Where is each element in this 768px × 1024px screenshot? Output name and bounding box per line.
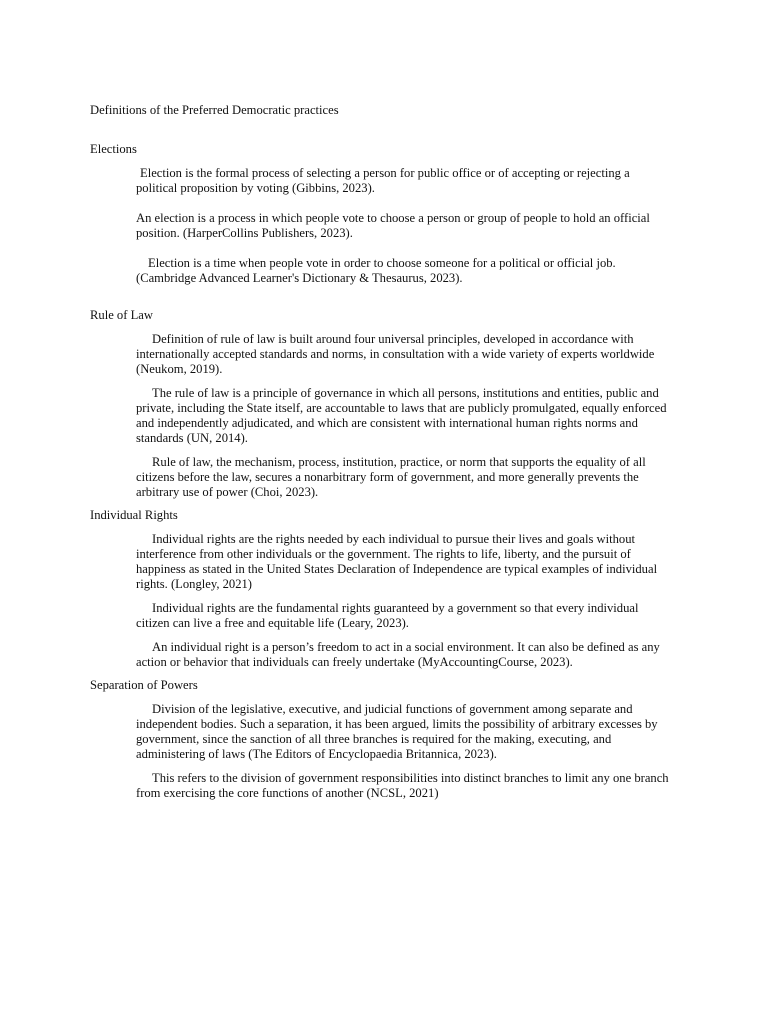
paragraph: The rule of law is a principle of governance in which all persons, institutions and entities, public and private, including the State itself, are accountable to laws that are publicly promulgated, equally enforced and independently adjudicated, and which are consistent with international human rights norms and standards (UN, 2014). (136, 386, 667, 445)
paragraph: This refers to the division of government responsibilities into distinct branches to limit any one branch from exercising the core functions of another (NCSL, 2021) (136, 771, 669, 800)
paragraph: Individual rights are the fundamental rights guaranteed by a government so that every individual citizen can live a free and equitable life (Leary, 2023). (136, 601, 639, 630)
section-heading-separation-of-powers: Separation of Powers (90, 678, 198, 692)
section-individual-rights (90, 508, 680, 670)
paragraph: Election is a time when people vote in order to choose someone for a political or official job. (Cambridge Advanced Learner's Dictionary & Thesaurus, 2023). (136, 256, 616, 285)
section-separation-of-powers (90, 678, 680, 801)
paragraph: An individual right is a person’s freedom to act in a social environment. It can also be defined as any action or behavior that individuals can freely undertake (MyAccountingCourse, 2023). (136, 640, 660, 669)
paragraph: Definition of rule of law is built around four universal principles, developed in accordance with internationally accepted standards and norms, in consultation with a wide variety of experts worldwide (Neukom, 2019). (136, 332, 655, 376)
section-rule-of-law (90, 308, 680, 500)
paragraph: Rule of law, the mechanism, process, institution, practice, or norm that supports the equality of all citizens before the law, secures a nonarbitrary form of government, and more generally prevents the arbitrary use of power (Choi, 2023). (136, 455, 646, 499)
section-heading-elections: Elections (90, 142, 141, 156)
section-elections (90, 142, 680, 286)
paragraph: Election is the formal process of selecting a person for public office or of accepting or rejecting a political proposition by voting (Gibbins, 2023). (136, 166, 630, 195)
paragraph: An election is a process in which people vote to choose a person or group of people to hold an official position. (HarperCollins Publishers, 2023). (136, 211, 650, 240)
document-title: Definitions of the Preferred Democratic practices (90, 103, 339, 117)
section-heading-individual-rights: Individual Rights (90, 508, 178, 522)
section-heading-rule-of-law: Rule of Law (90, 308, 153, 322)
paragraph: Individual rights are the rights needed by each individual to pursue their lives and goals without interference from other individuals or the government. The rights to life, liberty, and the pursuit of happiness as stated in the United States Declaration of Independence are typical examples of individual rights. (Longley, 2021) (136, 532, 658, 591)
paragraph: Division of the legislative, executive, and judicial functions of government among separate and independent bodies. Such a separation, it has been argued, limits the possibility of arbitrary excesses by government, since the sanction of all three branches is required for the making, executing, and administering of laws (The Editors of Encyclopaedia Britannica, 2023). (136, 702, 658, 761)
